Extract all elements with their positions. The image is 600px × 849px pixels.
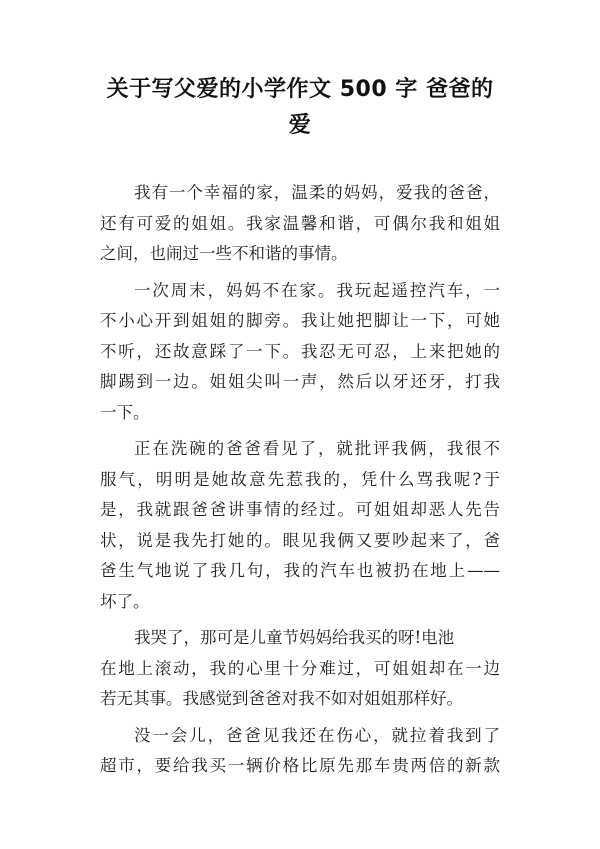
text-line: 超市，要给我买一辆价格比原先那车贵两倍的新款 <box>100 756 500 775</box>
title-line: 关于写父爱的小学作文 500 字 爸爸的 <box>106 77 494 102</box>
text-line: 之间，也闹过一些不和谐的事情。 <box>100 244 348 263</box>
text-line: 服气，明明是她故意先惹我的，凭什么骂我呢?于 <box>100 469 500 489</box>
text-line: 一次周末，妈妈不在家。我玩起遥控汽车，一 <box>134 280 500 300</box>
text-line: 我哭了，那可是儿童节妈妈给我买的呀!电池 <box>134 628 455 647</box>
paragraph-1 <box>100 178 500 270</box>
text-line: 我有一个幸福的家，温柔的妈妈，爱我的爸爸， <box>134 183 500 202</box>
text-line: 爸生气地说了我几句，我的汽车也被扔在地上—— <box>100 561 500 580</box>
paragraph-2 <box>100 276 500 429</box>
document-body <box>100 178 500 788</box>
paragraph-3 <box>100 434 500 617</box>
title-line: 爱 <box>288 113 312 138</box>
text-line: 一下。 <box>100 402 150 422</box>
text-line: 在地上滚动，我的心里十分难过，可姐姐却在一边 <box>100 658 500 678</box>
document-title <box>80 72 520 144</box>
text-line: 没一会儿，爸爸见我还在伤心，就拉着我到了 <box>134 725 500 745</box>
text-line: 是，我就跟爸爸讲事情的经过。可姐姐却恶人先告 <box>100 500 500 519</box>
text-line: 还有可爱的姐姐。我家温馨和谐，可偶尔我和姐姐 <box>100 213 500 233</box>
text-line: 若无其事。我感觉到爸爸对我不如对姐姐那样好。 <box>100 689 463 708</box>
paragraph-5 <box>100 721 500 782</box>
text-line: 不小心开到姐姐的脚旁。我让她把脚让一下，可她 <box>100 311 500 330</box>
text-line: 坏了。 <box>100 591 150 611</box>
text-line: 状，说是我先打她的。眼见我俩又要吵起来了，爸 <box>100 530 500 550</box>
text-line: 正在洗碗的爸爸看见了，就批评我俩，我很不 <box>134 439 500 458</box>
paragraph-4 <box>100 623 500 715</box>
text-line: 不听，还故意踩了一下。我忍无可忍，上来把她的 <box>100 341 500 361</box>
text-line: 脚踢到一边。姐姐尖叫一声，然后以牙还牙，打我 <box>100 372 500 391</box>
